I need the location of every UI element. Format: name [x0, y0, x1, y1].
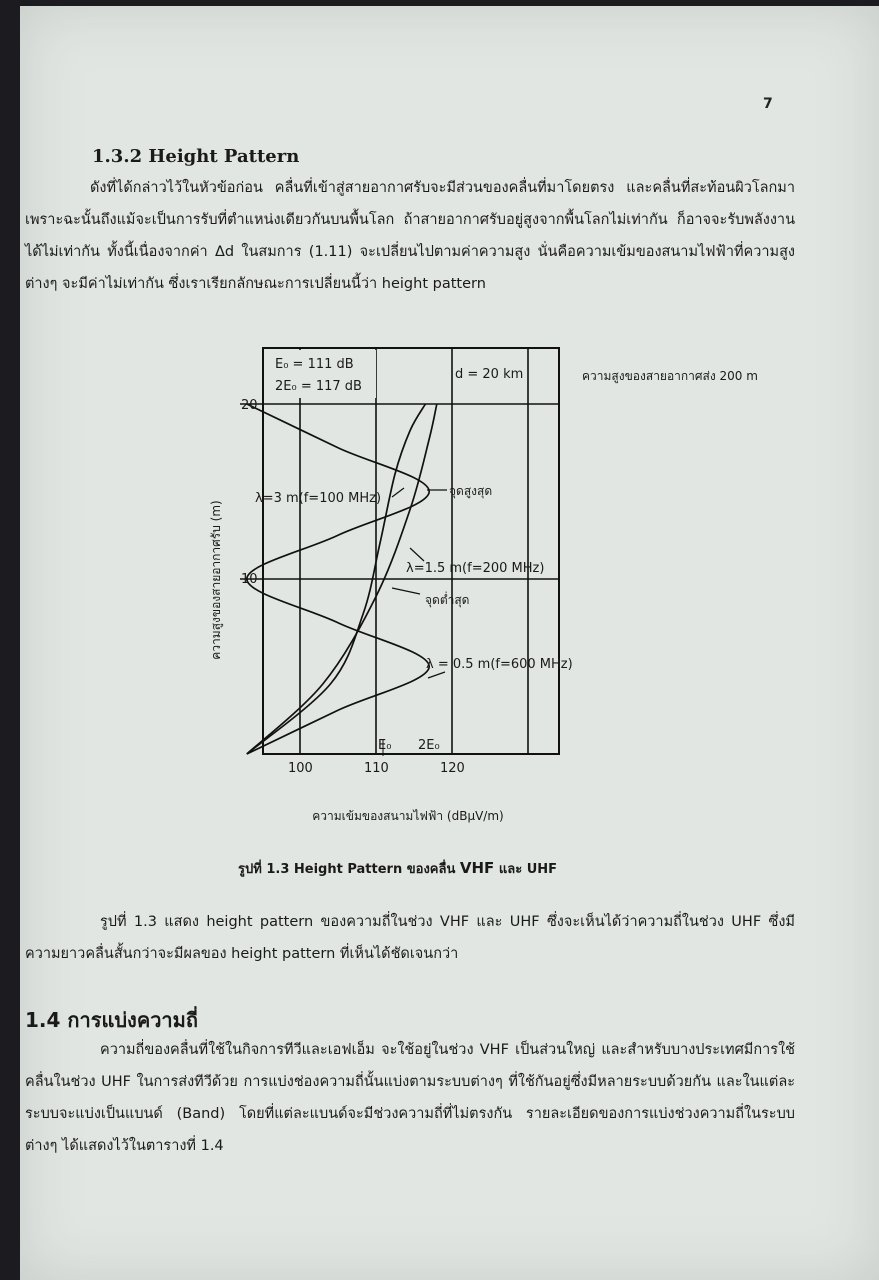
page-number: 7: [763, 96, 773, 112]
caption-and: และ: [498, 862, 523, 877]
plot-frame: [263, 348, 559, 754]
y-axis-title: ความสูงของสายอากาศรับ (m): [209, 500, 223, 660]
annotation-lambda3: λ=3 m(f=100 MHz): [255, 491, 382, 506]
annotation-min-point: จุดต่ำสุด: [425, 593, 470, 607]
two-e0-mark-label: 2E₀: [418, 738, 440, 753]
x-axis-title: ความเข้มของสนามไฟฟ้า (dBμV/m): [312, 809, 504, 823]
caption-of: ของคลื่น: [406, 862, 456, 877]
figure-caption: [238, 858, 557, 879]
legend-e0-text: E₀ = 111 dB: [275, 357, 354, 372]
tx-height-label: ความสูงของสายอากาศส่ง 200 m: [582, 369, 758, 383]
caption-uhf: UHF: [526, 862, 558, 877]
legend-2e0-text: 2E₀ = 117 dB: [275, 379, 362, 394]
y-tick-label-20: 20: [241, 398, 258, 413]
caption-main: Height Pattern: [293, 862, 403, 877]
chart-grid: [240, 348, 559, 756]
height-pattern-chart: [200, 340, 820, 830]
section-heading-1-3-2: 1.3.2 Height Pattern: [92, 146, 300, 167]
y-tick-label-10: 10: [241, 572, 258, 587]
leader-lambda05: [428, 672, 445, 678]
section-heading-1-4: 1.4 การแบ่งความถี่: [25, 1008, 198, 1032]
leader-lambda3: [392, 488, 404, 497]
distance-label: d = 20 km: [455, 367, 524, 382]
annotation-max-point: จุดสูงสุด: [449, 484, 493, 498]
annotation-leaders: [392, 488, 447, 678]
caption-number: 1.3: [266, 862, 290, 877]
paragraph-frequency-division: ความถี่ของคลื่นที่ใช้ในกิจการทีวีและเอฟเอ็ม จะใช้อยู่ในช่วง VHF เป็นส่วนใหญ่ และสำหรับบางประเทศมีการใช้คลื่นในช่วง UHF ในการส่งทีวีด้วย การแบ่งช่องความถี่นั้นแบ่งตามระบบต่างๆ ที่ใช้กันอยู่ซึ่งมีหลายระบบด้วยกัน และในแต่ละระบบจะแบ่งเป็นแบนด์ (Band) โดยที่แต่ละแบนด์จะมีช่วงความถี่ที่ไม่ตรงกัน รายละเอียดของการแบ่งช่วงความถี่ในระบบต่างๆ ได้แสดงไว้ในตารางที่ 1.4: [25, 1042, 795, 1154]
paragraph-figure-reference: รูปที่ 1.3 แสดง height pattern ของความถี่ในช่วง VHF และ UHF ซึ่งจะเห็นได้ว่าความถี่ในช่วง UHF ซึ่งมีความยาวคลื่นสั้นกว่าจะมีผลของ height pattern ที่เห็นได้ชัดเจนกว่า: [25, 914, 795, 962]
e0-mark-label: E₀: [378, 738, 392, 753]
leader-min-point: [392, 588, 420, 594]
annotation-lambda05: λ = 0.5 m(f=600 MHz): [426, 657, 573, 672]
caption-prefix: รูปที่: [238, 862, 262, 877]
leader-lambda15: [410, 548, 424, 561]
caption-vhf: VHF: [459, 859, 495, 877]
x-tick-label-110: 110: [364, 761, 389, 776]
annotation-lambda15: λ=1.5 m(f=200 MHz): [406, 561, 545, 576]
x-tick-label-100: 100: [288, 761, 313, 776]
x-tick-label-120: 120: [440, 761, 465, 776]
paragraph-height-pattern: ดังที่ได้กล่าวไว้ในหัวข้อก่อน คลื่นที่เข้าสู่สายอากาศรับจะมีส่วนของคลื่นที่มาโดยตรง และคลื่นที่สะท้อนผิวโลกมา เพราะฉะนั้นถึงแม้จะเป็นการรับที่ตำแหน่งเดียวกันบนพื้นโลก ถ้าสายอากาศรับอยู่สูงจากพื้นโลกไม่เท่ากัน ก็อาจจะรับพลังงานได้ไม่เท่ากัน ทั้งนี้เนื่องจากค่า Δd ในสมการ (1.11) จะเปลี่ยนไปตามค่าความสูง นั่นคือความเข้มของสนามไฟฟ้าที่ความสูงต่างๆ จะมีค่าไม่เท่ากัน ซึ่งเราเรียกลักษณะการเปลี่ยนนี้ว่า height pattern: [25, 180, 795, 292]
